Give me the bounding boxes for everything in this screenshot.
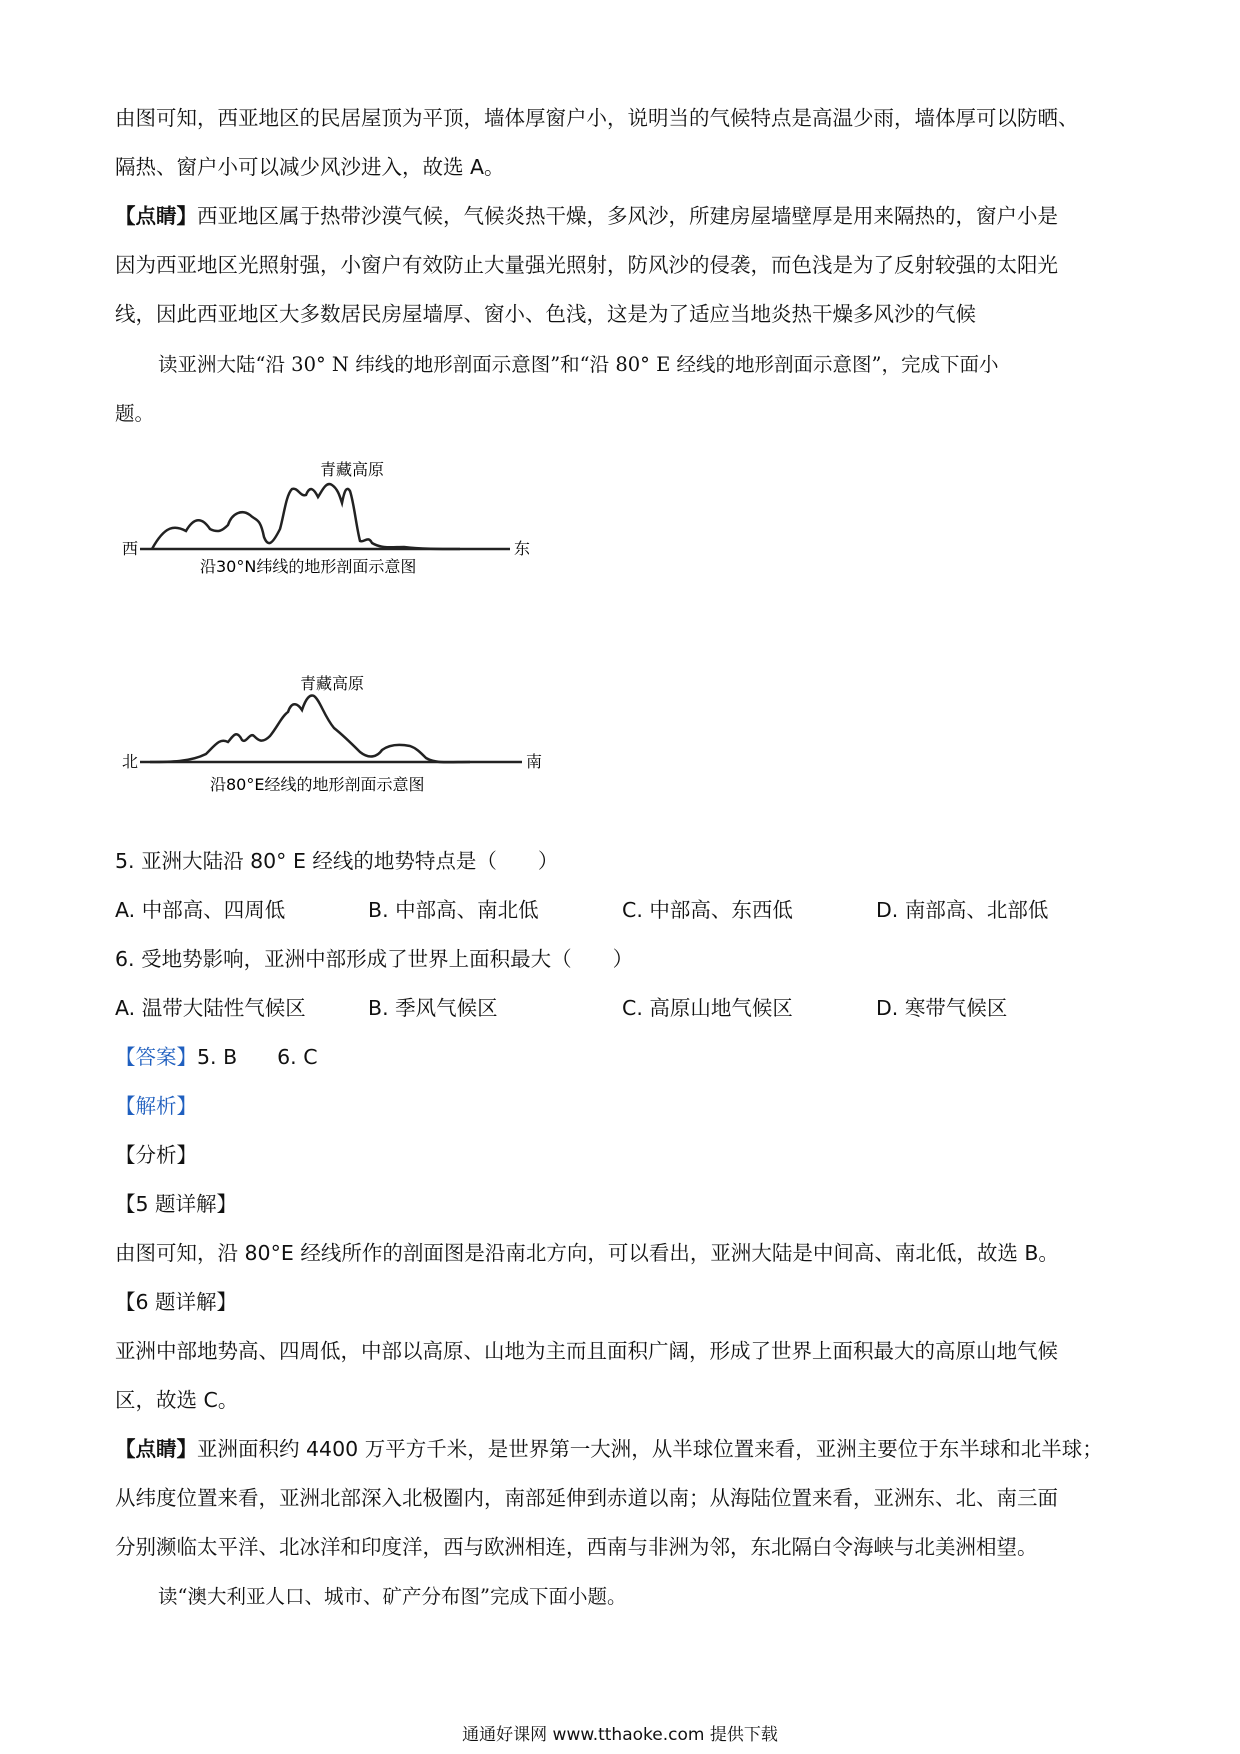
analysis-tag: 【解析】 — [115, 1094, 197, 1118]
fenxi-tag: 【分析】 — [115, 1143, 197, 1167]
q6-detail-text: 亚洲中部地势高、四周低，中部以高原、山地为主而且面积广阔，形成了世界上面积最大的高原山地气候 — [115, 1339, 1058, 1363]
paragraph-line: 从纬度位置来看，亚洲北部深入北极圈内，南部延伸到赤道以南；从海陆位置来看，亚洲东、北、南三面 — [115, 1486, 1058, 1510]
dianjing-text: 西亚地区属于热带沙漠气候，气候炎热干燥，多风沙，所建房屋墙壁厚是用来隔热的，窗户小是 — [197, 204, 1058, 228]
direction-north: 北 — [122, 752, 139, 771]
peak-label: 青藏高原 — [320, 460, 385, 479]
option-c: C. 中部高、东西低 — [622, 898, 793, 922]
page-footer: 通通好课网 www.tthaoke.com 提供下载 — [462, 1725, 778, 1745]
terrain-profile — [150, 696, 470, 763]
paragraph-line: 由图可知，西亚地区的民居屋顶为平顶，墙体厚窗户小，说明当的气候特点是高温少雨，墙体厚可以防晒、 — [115, 106, 1079, 130]
question-stem: 5. 亚洲大陆沿 80° E 经线的地势特点是（ ） — [115, 849, 559, 873]
paragraph-line: 线，因此西亚地区大多数居民房屋墙厚、窗小、色浅，这是为了适应当地炎热干燥多风沙的气候 — [115, 302, 976, 326]
answer-q6: 6. C — [277, 1045, 318, 1069]
question-stem: 6. 受地势影响，亚洲中部形成了世界上面积最大（ ） — [115, 947, 634, 971]
dianjing-tag: 【点睛】 — [115, 204, 197, 228]
profile-figure-30n — [120, 455, 550, 585]
q6-detail-text: 区，故选 C。 — [115, 1388, 239, 1412]
paragraph-line: 隔热、窗户小可以减少风沙进入，故选 A。 — [115, 155, 505, 179]
paragraph-line: 因为西亚地区光照射强，小窗户有效防止大量强光照射，防风沙的侵袭，而色浅是为了反射较强的太阳光 — [115, 253, 1058, 277]
direction-west: 西 — [122, 539, 139, 558]
answer-tag: 【答案】 — [115, 1045, 197, 1069]
next-intro: 读“澳大利亚人口、城市、矿产分布图”完成下面小题。 — [158, 1585, 627, 1608]
option-a: A. 中部高、四周低 — [115, 898, 286, 922]
direction-east: 东 — [514, 539, 531, 558]
q5-detail-text: 由图可知，沿 80°E 经线所作的剖面图是沿南北方向，可以看出，亚洲大陆是中间高、南北低，故选 B。 — [115, 1241, 1059, 1265]
peak-label: 青藏高原 — [300, 674, 365, 693]
option-b: B. 中部高、南北低 — [368, 898, 539, 922]
answer-line — [115, 1042, 318, 1072]
q5-detail-title: 【5 题详解】 — [115, 1192, 238, 1216]
option-d: D. 南部高、北部低 — [876, 898, 1049, 922]
profile-figure-80e — [120, 670, 550, 800]
option-c: C. 高原山地气候区 — [622, 996, 793, 1020]
intro-line: 题。 — [115, 402, 155, 425]
terrain-profile — [152, 484, 460, 549]
dianjing-tag: 【点睛】 — [115, 1437, 197, 1461]
paragraph-line: 分别濒临太平洋、北冰洋和印度洋，西与欧洲相连，西南与非洲为邻，东北隔白令海峡与北美洲相望。 — [115, 1535, 1038, 1559]
intro-line: 读亚洲大陆“沿 30° N 纬线的地形剖面示意图”和“沿 80° E 经线的地形剖面示意图”，完成下面小 — [158, 353, 999, 376]
figure-caption: 沿80°E经线的地形剖面示意图 — [210, 775, 425, 794]
answer-q5: 5. B — [197, 1045, 238, 1069]
dianjing-text: 亚洲面积约 4400 万平方千米，是世界第一大洲，从半球位置来看，亚洲主要位于东半球和北半球； — [197, 1437, 1103, 1461]
option-d: D. 寒带气候区 — [876, 996, 1008, 1020]
direction-south: 南 — [526, 752, 543, 771]
paragraph-line — [115, 1434, 1103, 1464]
q6-detail-title: 【6 题详解】 — [115, 1290, 238, 1314]
option-a: A. 温带大陆性气候区 — [115, 996, 306, 1020]
paragraph-line — [115, 201, 1058, 231]
option-b: B. 季风气候区 — [368, 996, 498, 1020]
figure-caption: 沿30°N纬线的地形剖面示意图 — [200, 557, 417, 576]
